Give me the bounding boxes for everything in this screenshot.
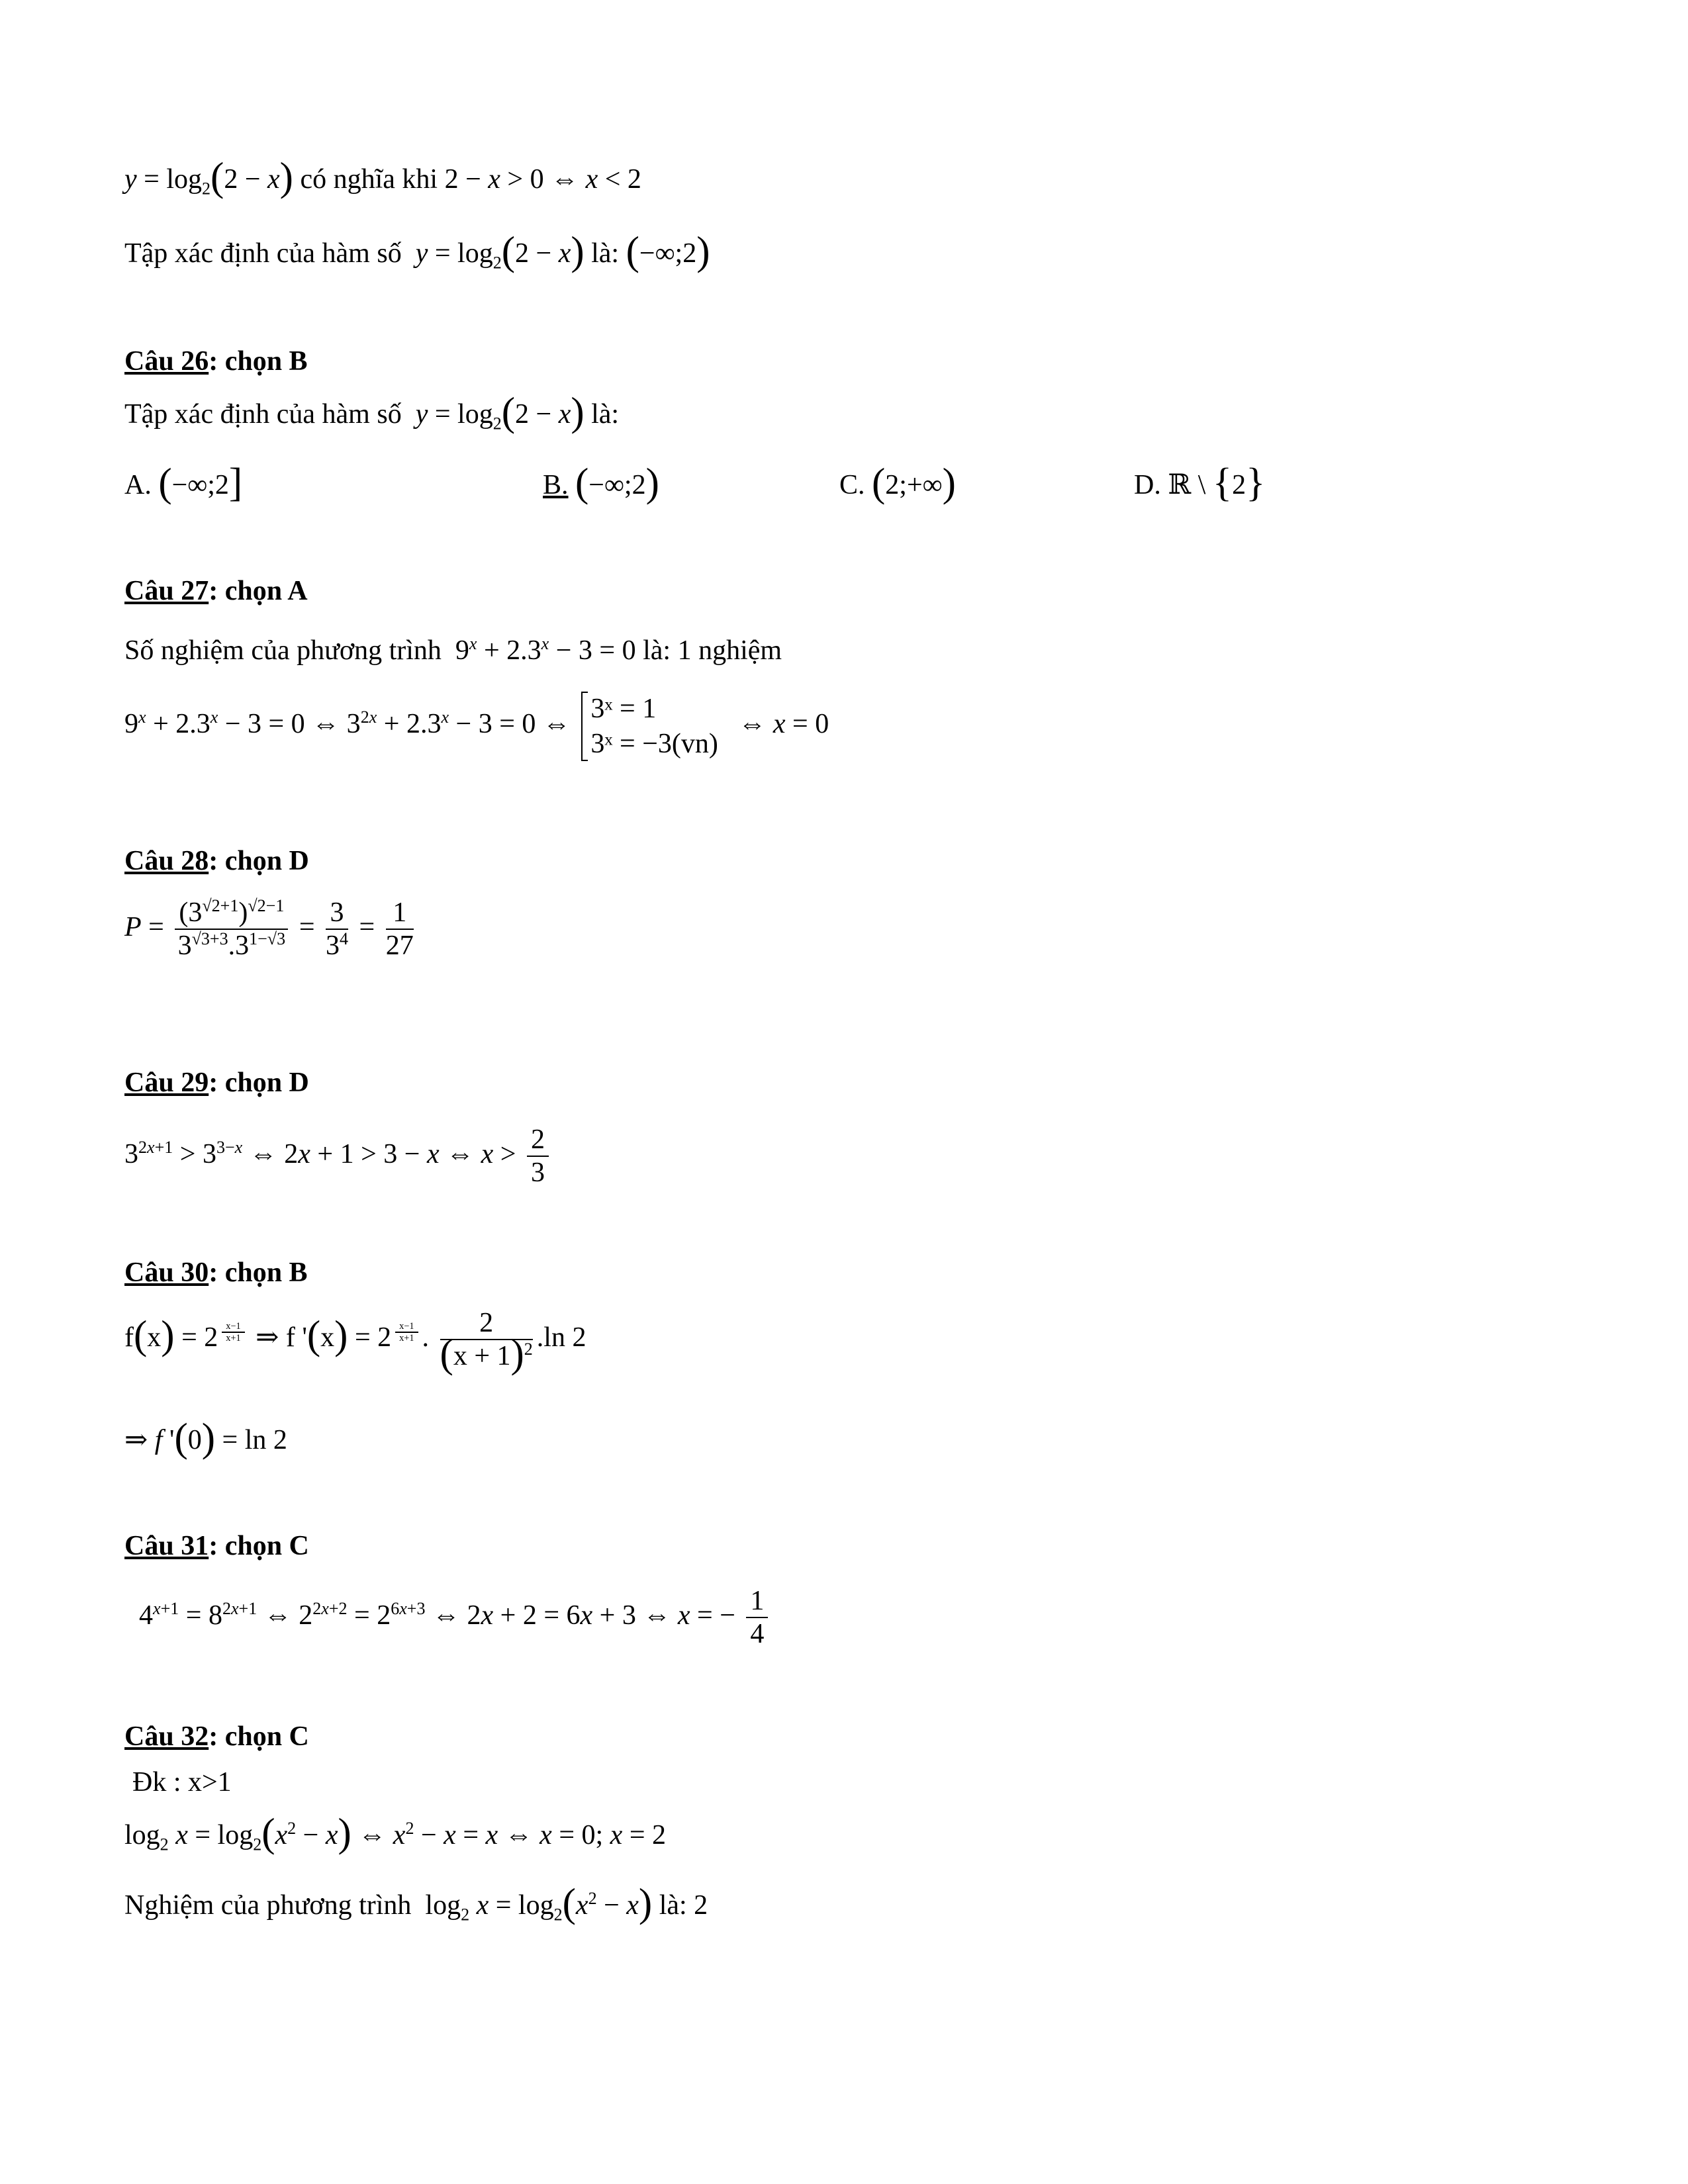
question-32-conclusion bbox=[124, 1881, 708, 1926]
question-choice: : chọn B bbox=[209, 1257, 308, 1288]
question-label: Câu 29 bbox=[124, 1068, 209, 1098]
question-label: Câu 28 bbox=[124, 846, 209, 876]
text: Nghiệm của phương trình bbox=[124, 1890, 412, 1921]
question-27-solution bbox=[124, 692, 829, 761]
equation: $9^x + 2.3^x - 3 = 0$ ⇔ $3^{2x} + 2.3^x - 3 = 0$ ⇔ bbox=[124, 707, 571, 740]
equation: $\log_2 x = \log_2(x^2 - x)$ ⇔ $x^2 - x = x$ ⇔ x = 0; x = 2 bbox=[124, 1811, 667, 1856]
question-28-solution bbox=[124, 897, 418, 962]
equation: $\log_2 x = \log_2(x^2 - x)$ bbox=[425, 1881, 653, 1926]
option-value: (−∞;2] bbox=[158, 461, 243, 506]
question-heading-32 bbox=[124, 1723, 309, 1751]
case-2: 3ˣ = −3(vn) bbox=[590, 728, 718, 759]
equation: $4^{x+1} = 8^{2x+1}$ ⇔ $2^{2x+2} = 2^{6x+3}$ ⇔ 2x + 2 = 6x + 3 ⇔ x = − $\frac{1}{4}$ bbox=[139, 1600, 772, 1631]
question-label: Câu 26 bbox=[124, 346, 209, 377]
unit: nghiệm bbox=[698, 635, 782, 666]
option-value: (2;+∞) bbox=[872, 461, 956, 506]
equation: $y = \log_2(2 - x)$ bbox=[415, 390, 585, 435]
equation: ⇒ f '(0) = ln 2 bbox=[124, 1416, 287, 1461]
question-30-result bbox=[124, 1416, 287, 1461]
option-c bbox=[839, 461, 956, 506]
question-choice: : chọn B bbox=[209, 346, 308, 377]
question-32-condition bbox=[132, 1768, 232, 1796]
equation: P = $\frac{(3^{√2+1})^{√2-1}}{3^{√3+3}.3^{1-√3}}$ = $\frac{3}{3^4}$ = $\frac{1}{27}$ bbox=[124, 896, 414, 962]
option-value: ℝ \ {2} bbox=[1168, 461, 1266, 506]
question-choice: : chọn A bbox=[209, 576, 308, 606]
domain-condition-line bbox=[124, 155, 641, 200]
question-29-solution bbox=[124, 1124, 553, 1189]
text: Tập xác định của hàm số bbox=[124, 399, 402, 430]
question-30-derivative bbox=[124, 1307, 586, 1377]
question-label: Câu 31 bbox=[124, 1531, 209, 1561]
option-letter: C. bbox=[839, 470, 865, 500]
option-b bbox=[543, 461, 659, 506]
question-26-text bbox=[124, 390, 620, 435]
question-label: Câu 32 bbox=[124, 1721, 209, 1752]
question-heading-26 bbox=[124, 347, 308, 375]
option-a bbox=[124, 461, 243, 506]
question-heading-31 bbox=[124, 1532, 309, 1560]
inequality: 2 − x > 0 ⇔ x < 2 bbox=[444, 164, 641, 195]
case-bracket bbox=[581, 692, 718, 761]
answer: 1 bbox=[677, 635, 692, 666]
equation-result: ⇔ x = 0 bbox=[738, 709, 829, 740]
equation: $y = \log_2(2 - x)$ bbox=[124, 155, 293, 200]
text: Tập xác định của hàm số bbox=[124, 238, 402, 269]
question-choice: : chọn D bbox=[209, 846, 309, 876]
question-31-solution bbox=[139, 1585, 772, 1651]
option-d bbox=[1134, 461, 1266, 506]
domain-result-line bbox=[124, 229, 710, 274]
text-la: là: bbox=[591, 238, 620, 269]
text-la: là: bbox=[643, 635, 671, 666]
interval: (−∞;2) bbox=[626, 229, 710, 274]
text: Số nghiệm của phương trình bbox=[124, 635, 442, 666]
equation: $9^x + 2.3^x - 3 = 0$ bbox=[455, 634, 636, 666]
question-choice: : chọn C bbox=[209, 1531, 309, 1561]
question-heading-29 bbox=[124, 1069, 309, 1097]
case-1: 3ˣ = 1 bbox=[590, 694, 657, 724]
question-label: Câu 30 bbox=[124, 1257, 209, 1288]
question-choice: : chọn D bbox=[209, 1068, 309, 1098]
equation: $y = \log_2(2 - x)$ bbox=[415, 229, 585, 274]
option-letter: A. bbox=[124, 470, 152, 500]
question-heading-28 bbox=[124, 847, 309, 875]
text: có nghĩa khi bbox=[300, 164, 438, 195]
option-value: (−∞;2) bbox=[575, 461, 659, 506]
text-la: là: 2 bbox=[659, 1890, 708, 1921]
option-letter: D. bbox=[1134, 470, 1161, 500]
question-32-solution bbox=[124, 1811, 667, 1856]
question-choice: : chọn C bbox=[209, 1721, 309, 1752]
option-letter: B. bbox=[543, 470, 569, 500]
question-label: Câu 27 bbox=[124, 576, 209, 606]
question-heading-27 bbox=[124, 577, 308, 605]
question-heading-30 bbox=[124, 1259, 308, 1287]
text-la: là: bbox=[591, 399, 620, 430]
condition: Đk : x>1 bbox=[132, 1767, 232, 1797]
equation: f(x) = 2 $^{\frac{x-1}{x+1}}$ ⇒ f '(x) = 2 $^{\frac{x-1}{x+1}}$ . $\frac{2}{(x + 1)^2}$ .ln 2 bbox=[124, 1308, 586, 1377]
equation: $3^{2x+1} > 3^{3-x}$ ⇔ 2x + 1 > 3 − x ⇔ x > $\frac{2}{3}$ bbox=[124, 1139, 553, 1169]
question-27-text bbox=[124, 634, 782, 666]
